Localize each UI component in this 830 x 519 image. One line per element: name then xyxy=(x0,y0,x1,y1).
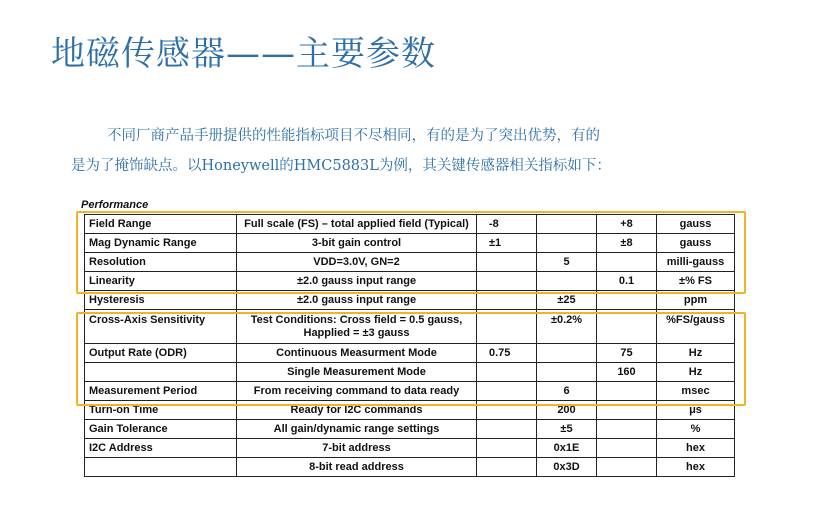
typ-cell: ±25 xyxy=(537,291,597,310)
min-cell: -8 xyxy=(477,215,537,234)
condition-cell: Full scale (FS) – total applied field (Typical) xyxy=(237,215,477,234)
min-cell xyxy=(477,458,537,477)
unit-cell: %FS/gauss xyxy=(657,310,735,344)
condition-line-2: Happlied = ±3 gauss xyxy=(303,326,410,339)
param-cell: Hysteresis xyxy=(85,291,237,310)
condition-cell: ±2.0 gauss input range xyxy=(237,272,477,291)
param-cell: Measurement Period xyxy=(85,382,237,401)
unit-cell: hex xyxy=(657,458,735,477)
unit-cell: milli-gauss xyxy=(657,253,735,272)
unit-cell: hex xyxy=(657,439,735,458)
unit-cell: gauss xyxy=(657,215,735,234)
condition-cell: 7-bit address xyxy=(237,439,477,458)
condition-line-1: Test Conditions: Cross field = 0.5 gauss, xyxy=(250,313,463,326)
param-cell: Linearity xyxy=(85,272,237,291)
max-cell: 0.1 xyxy=(597,272,657,291)
max-cell xyxy=(597,439,657,458)
unit-cell: Hz xyxy=(657,363,735,382)
highlight-box-field-range xyxy=(76,211,746,294)
table-crop-mask xyxy=(70,482,770,519)
condition-cell: 3-bit gain control xyxy=(237,234,477,253)
unit-cell: % xyxy=(657,420,735,439)
condition-cell: From receiving command to data ready xyxy=(237,382,477,401)
intro-line-1: 不同厂商产品手册提供的性能指标项目不尽相同，有的是为了突出优势，有的 xyxy=(107,128,600,144)
param-cell: Cross-Axis Sensitivity xyxy=(85,310,237,344)
table-row xyxy=(85,439,735,458)
param-cell: Turn-on Time xyxy=(85,401,237,420)
typ-cell: 200 xyxy=(537,401,597,420)
unit-cell: μs xyxy=(657,401,735,420)
param-cell xyxy=(85,458,237,477)
condition-cell: All gain/dynamic range settings xyxy=(237,420,477,439)
param-cell: Field Range xyxy=(85,215,237,234)
table-row xyxy=(85,420,735,439)
intro-paragraph xyxy=(71,121,771,181)
max-cell: 160 xyxy=(597,363,657,382)
unit-cell: ppm xyxy=(657,291,735,310)
typ-cell: 5 xyxy=(537,253,597,272)
max-cell: ±8 xyxy=(597,234,657,253)
unit-cell: gauss xyxy=(657,234,735,253)
condition-cell: Ready for I2C commands xyxy=(237,401,477,420)
max-cell: 75 xyxy=(597,344,657,363)
max-cell xyxy=(597,420,657,439)
table-row xyxy=(85,458,735,477)
min-cell xyxy=(477,439,537,458)
unit-cell: Hz xyxy=(657,344,735,363)
min-cell xyxy=(477,420,537,439)
unit-cell: ±% FS xyxy=(657,272,735,291)
condition-cell: Single Measurement Mode xyxy=(237,363,477,382)
condition-cell: VDD=3.0V, GN=2 xyxy=(237,253,477,272)
condition-cell: Continuous Measurment Mode xyxy=(237,344,477,363)
performance-label: Performance xyxy=(81,199,149,211)
param-cell: Gain Tolerance xyxy=(85,420,237,439)
param-cell: Output Rate (ODR) xyxy=(85,344,237,363)
min-cell: 0.75 xyxy=(477,344,537,363)
typ-cell: ±5 xyxy=(537,420,597,439)
intro-line-2: 是为了掩饰缺点。以Honeywell的HMC5883L为例，其关键传感器相关指标如下： xyxy=(71,158,611,174)
max-cell: +8 xyxy=(597,215,657,234)
typ-cell: ±0.2% xyxy=(537,310,597,344)
param-cell: Mag Dynamic Range xyxy=(85,234,237,253)
typ-cell: 0x3D xyxy=(537,458,597,477)
condition-cell: ±2.0 gauss input range xyxy=(237,291,477,310)
min-cell: ±1 xyxy=(477,234,537,253)
highlight-box-cross-axis xyxy=(76,312,746,406)
typ-cell: 0x1E xyxy=(537,439,597,458)
max-cell xyxy=(597,458,657,477)
param-cell: I2C Address xyxy=(85,439,237,458)
typ-cell: 6 xyxy=(537,382,597,401)
param-cell: Resolution xyxy=(85,253,237,272)
unit-cell: msec xyxy=(657,382,735,401)
condition-cell: 8-bit read address xyxy=(237,458,477,477)
slide-title: 地磁传感器——主要参数 xyxy=(51,34,436,74)
